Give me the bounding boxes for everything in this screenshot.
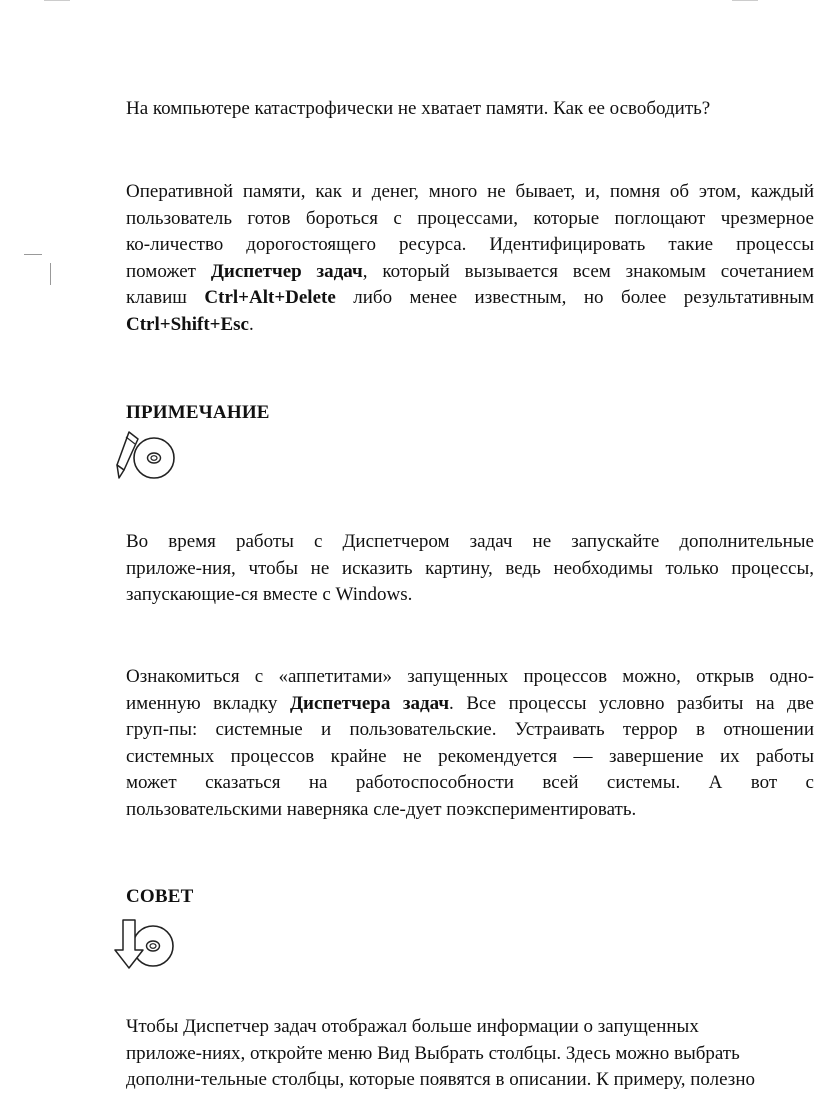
paragraph-line: Во время работы с Диспетчером задач не запускайте дополнительные <box>126 531 814 552</box>
paragraph-processes <box>126 664 814 823</box>
bold-term: Ctrl+Alt+Delete <box>204 287 336 308</box>
top-edge-mark-right <box>732 0 758 1</box>
bold-term: Диспетчера задач <box>289 692 450 714</box>
paragraph-line: пользователь готов бороться с процессами, которые поглощают чрезмерное <box>126 207 814 229</box>
bold-term: Диспетчер задач <box>210 260 363 282</box>
paragraph-line: запускающие-ся вместе с Windows. <box>126 584 413 605</box>
note-heading: ПРИМЕЧАНИЕ <box>126 402 270 423</box>
paragraph-line: поможет Диспетчер задач, который вызывается всем знакомым сочетанием <box>126 260 814 282</box>
margin-mark-horizontal <box>24 254 42 255</box>
question-text: На компьютере катастрофически не хватает памяти. Как ее освободить? <box>126 98 711 119</box>
arrow-disc-icon <box>112 916 186 974</box>
paragraph-intro <box>126 179 814 338</box>
paragraph-line: приложе-ния, чтобы не исказить картину, ведь необходимы только процессы, <box>126 557 814 579</box>
paragraph-line: клавиш Ctrl+Alt+Delete либо менее известным, но более результативным <box>126 287 815 308</box>
paragraph-line: пользовательскими наверняка сле-дует поэкспериментировать. <box>126 798 637 820</box>
paragraph-line: может сказаться на работоспособности всей системы. А вот с <box>126 772 814 793</box>
paragraph-line: Ctrl+Shift+Esc. <box>126 313 254 335</box>
paragraph-note <box>126 529 814 609</box>
bold-term: Ctrl+Shift+Esc <box>126 313 249 335</box>
tip-heading: СОВЕТ <box>126 886 194 907</box>
paragraph-line: Ознакомиться с «аппетитами» запущенных процессов можно, открыв одно- <box>126 666 814 687</box>
paragraph-line: Оперативной памяти, как и денег, много не бывает, и, помня об этом, каждый <box>126 181 814 202</box>
paragraph-line: Чтобы Диспетчер задач отображал больше информации о запущенных <box>126 1016 699 1037</box>
pencil-disc-icon <box>116 428 186 482</box>
paragraph-line: именную вкладку Диспетчера задач. Все процессы условно разбиты на две <box>126 692 814 714</box>
top-edge-mark-left <box>44 0 70 1</box>
paragraph-line: груп-пы: системные и пользовательские. Устраивать террор в отношении <box>126 719 814 740</box>
paragraph-line: дополни-тельные столбцы, которые появятся в описании. К примеру, полезно <box>126 1069 755 1090</box>
paragraph-tip <box>126 1014 814 1094</box>
paragraph-line: ко-личество дорогостоящего ресурса. Идентифицировать такие процессы <box>126 234 814 255</box>
paragraph-line: системных процессов крайне не рекомендуется — завершение их работы <box>126 745 814 767</box>
paragraph-line: приложе-ниях, откройте меню Вид Выбрать столбцы. Здесь можно выбрать <box>126 1042 740 1064</box>
margin-mark-vertical <box>50 263 51 285</box>
